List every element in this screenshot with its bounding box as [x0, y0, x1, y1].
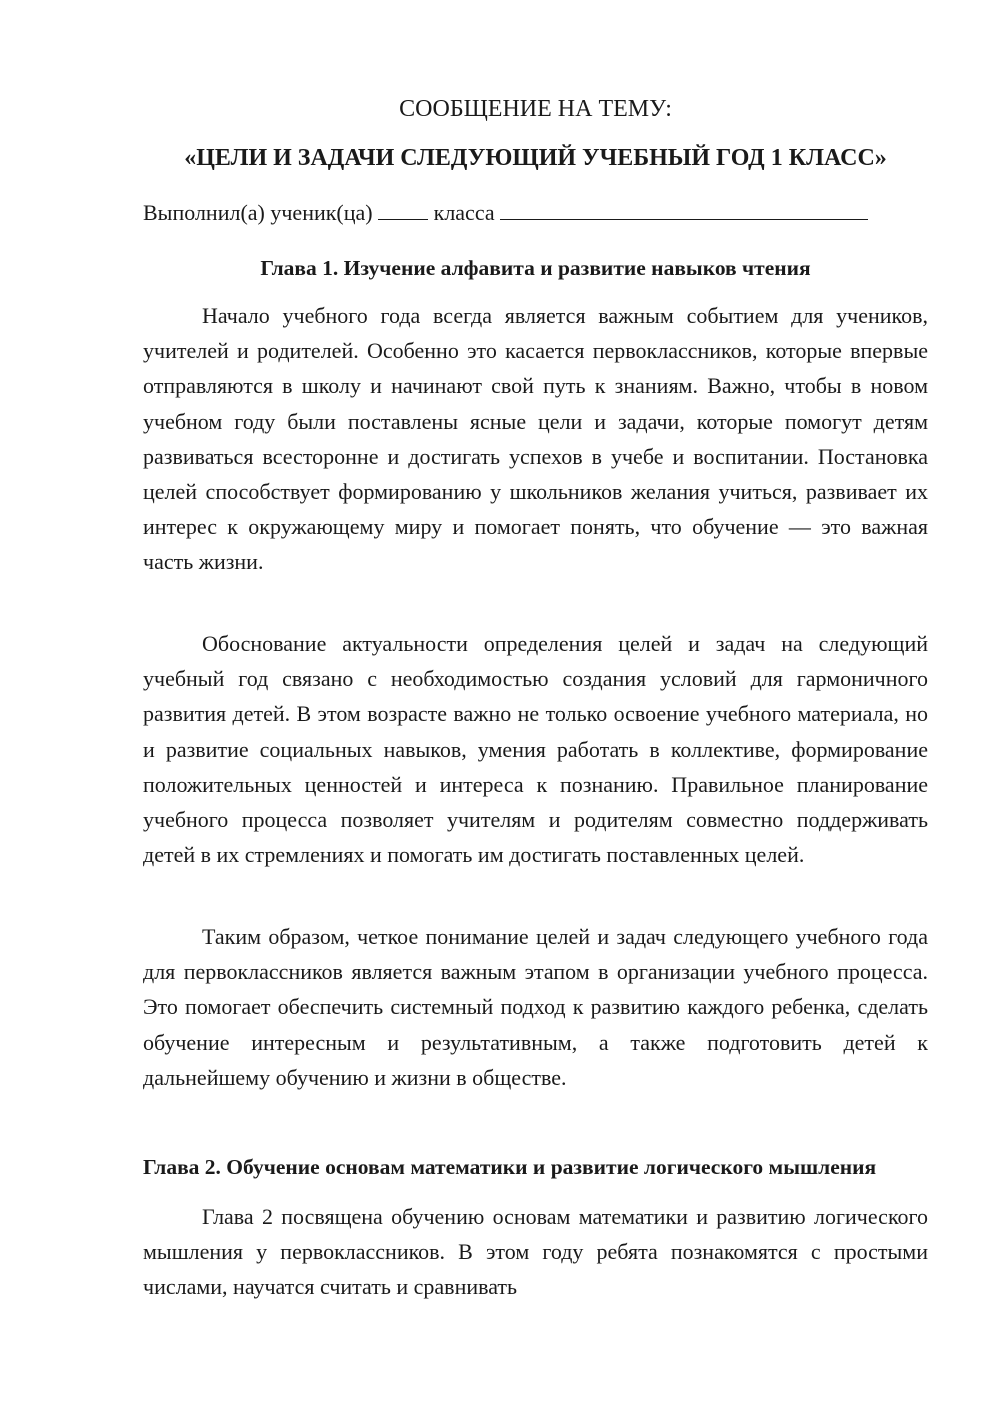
- student-name-blank: [500, 199, 868, 220]
- chapter-2-paragraph-1: Глава 2 посвящена обучению основам математики и развитию логического мышления у первоклассников. В этом году ребята познакомятся с простыми числами, научатся считать и сравнивать: [143, 1204, 928, 1300]
- chapter-1-paragraph-3: Таким образом, четкое понимание целей и задач следующего учебного года для первоклассников является важным этапом в организации учебного процесса. Это помогает обеспечить системный подход к развитию каждого ребенка, сделать обучение интересным и результативным, а также подготовить детей к дальнейшему обучению и жизни в обществе.: [143, 924, 928, 1090]
- chapter-2-heading: Глава 2. Обучение основам математики и развитие логического мышления: [143, 1155, 877, 1179]
- chapter-1-paragraph-2: Обоснование актуальности определения целей и задач на следующий учебный год связано с необходимостью создания условий для гармоничного развития детей. В этом возрасте важно не только освоение учебного материала, но и развитие социальных навыков, умения работать в коллективе, формирование положительных ценностей и интереса к познанию. Правильное планирование учебного процесса позволяет учителям и родителям совместно поддерживать детей в их стремлениях и помогать им достигать поставленных целей.: [143, 631, 928, 868]
- class-label: класса: [433, 200, 495, 225]
- student-label: Выполнил(а) ученик(ца): [143, 200, 373, 225]
- class-number-blank: [378, 199, 428, 220]
- chapter-1-heading: Глава 1. Изучение алфавита и развитие навыков чтения: [260, 256, 811, 280]
- document-title: «ЦЕЛИ И ЗАДАЧИ СЛЕДУЮЩИЙ УЧЕБНЫЙ ГОД 1 КЛАСС»: [184, 145, 887, 171]
- document-topic-line: СООБЩЕНИЕ НА ТЕМУ:: [399, 96, 672, 122]
- student-info-line: [143, 198, 868, 228]
- chapter-1-paragraph-1: Начало учебного года всегда является важным событием для учеников, учителей и родителей. Особенно это касается первоклассников, которые впервые отправляются в школу и начинают свой путь к знаниям. Важно, чтобы в новом учебном году были поставлены ясные цели и задачи, которые помогут детям развиваться всесторонне и достигать успехов в учебе и воспитании. Постановка целей способствует формированию у школьников желания учиться, развивает их интерес к окружающему миру и помогает понять, что обучение — это важная часть жизни.: [143, 303, 928, 575]
